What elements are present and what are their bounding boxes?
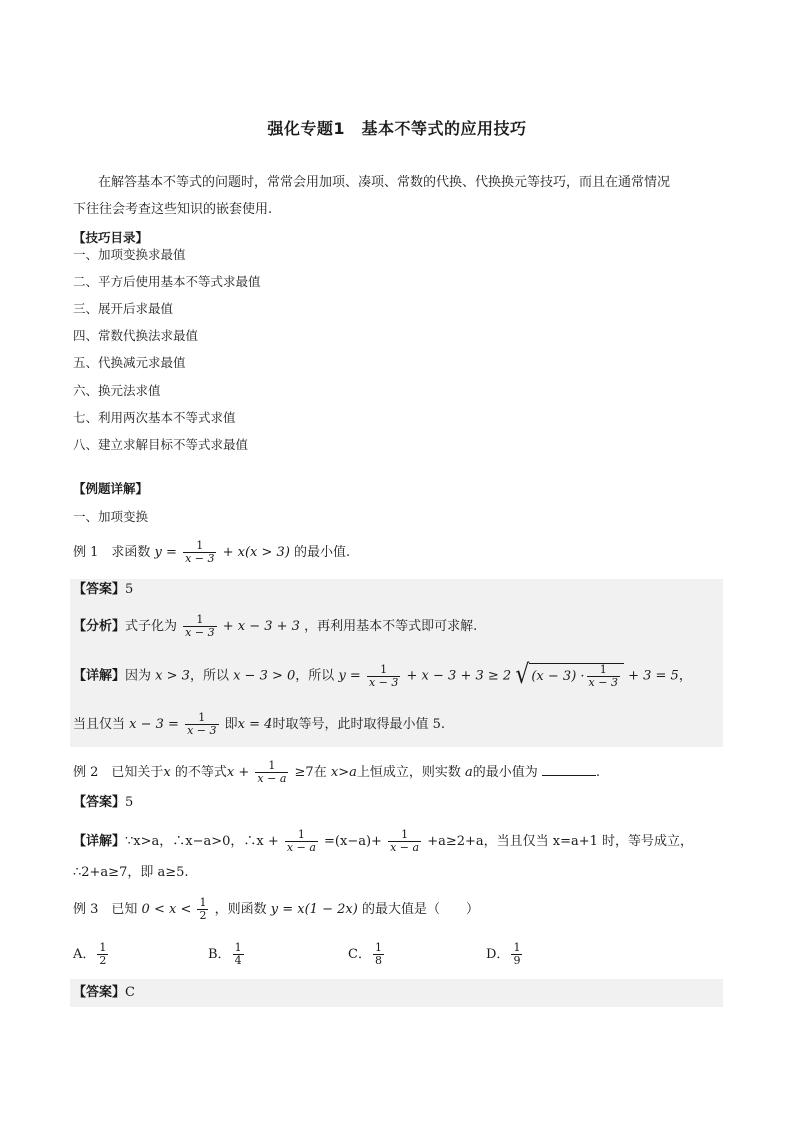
detail-line-2: ∴2+a≥7，即 a≥5. [73,865,189,880]
fraction: $\frac{1}{x - 3}$ [185,539,215,565]
intro-line-1: 在解答基本不等式的问题时，常常会用加项、凑项、常数的代换、代换换元等技巧，而且在通常情况 [98,175,671,190]
fraction: $\frac{1}{x - 3}$ [187,711,217,737]
toc-item: 一、加项变换求最值 [73,247,186,262]
fraction: $\frac{1}{2}$ [199,896,207,922]
fraction: $\frac{1}{x - a}$ [286,828,316,854]
section-heading: 一、加项变换 [73,509,149,524]
page-title: 强化专题1 基本不等式的应用技巧 [267,119,527,138]
fraction: $\frac{1}{x - 3}$ [185,613,215,639]
detail-line: 【详解】因为 x > 3，所以 x − 3 > 0，所以 y = $\frac{1}{x - 3}$ + x − 3 + 3 ≥ 2 √ (x − 3) · $\frac{1}{x - 3}$ + 3 = 5， [73,660,692,691]
fraction: $\frac{1}{x - 3}$ [368,662,399,689]
toc-item: 五、代换减元求最值 [73,355,186,370]
toc-item: 七、利用两次基本不等式求值 [73,410,236,425]
example-3-question: 例 3 已知 0 < x < $\frac{1}{2}$ ，则函数 y = x(1 − 2x) 的最大值是（ ） [73,896,479,922]
option-a: A． $\frac{1}{2}$ [73,941,107,967]
answer-blank [542,763,596,776]
toc-heading: 【技巧目录】 [73,230,149,245]
example-1-question: 例 1 求函数 y = $\frac{1}{x - 3}$ + x(x > 3) 的最小值. [73,539,351,565]
toc-item: 四、常数代换法求最值 [73,328,199,343]
fraction: $\frac{1}{x - a}$ [390,828,420,854]
example-2-question: 例 2 已知关于x 的不等式x + $\frac{1}{x - a}$ ≥7在 x>a上恒成立，则实数 a的最小值为 . [73,759,601,785]
toc-item: 三、展开后求最值 [73,301,174,316]
analysis-line: 【分析】式子化为 $\frac{1}{x - 3}$ + x − 3 + 3 ，再利用基本不等式即可求解. [73,613,478,639]
option-b: B． $\frac{1}{4}$ [208,941,242,967]
examples-heading: 【例题详解】 [73,481,149,496]
square-root: √ (x − 3) · $\frac{1}{x - 3}$ [515,663,624,689]
answer-line: 【答案】5 [73,795,134,810]
answer-box [70,979,723,1007]
toc-item: 二、平方后使用基本不等式求最值 [73,274,261,289]
answer-line: 【答案】5 [73,582,134,597]
condition-line: 当且仅当 x − 3 = $\frac{1}{x - 3}$ 即x = 4时取等号，此时取得最小值 5. [73,711,445,737]
detail-line: 【详解】∵x>a，∴x−a>0，∴x + $\frac{1}{x - a}$ =(x−a)+ $\frac{1}{x - a}$ +a≥2+a，当且仅当 x=a+1 时，等号成立， [73,828,694,854]
fraction: $\frac{1}{x - a}$ [257,759,287,785]
toc-item: 八、建立求解目标不等式求最值 [73,437,249,452]
answer-line: 【答案】C [73,985,135,1000]
option-d: D． $\frac{1}{9}$ [486,941,521,967]
toc-item: 六、换元法求值 [73,383,161,398]
intro-line-2: 下往往会考查这些知识的嵌套使用. [73,202,273,217]
option-c: C． $\frac{1}{8}$ [348,941,382,967]
